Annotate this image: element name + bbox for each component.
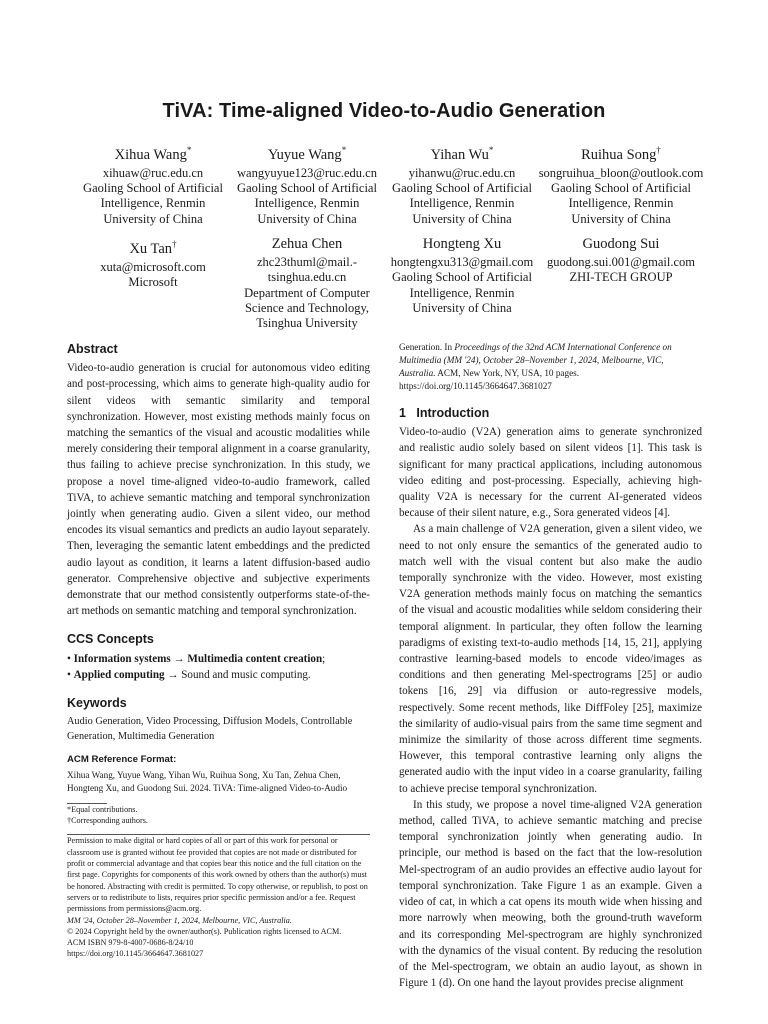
author-email: guodong.sui.001@gmail.com <box>547 255 695 269</box>
author-block <box>227 142 387 227</box>
author-email: yihanwu@ruc.edu.cn <box>408 165 516 180</box>
doi-link[interactable]: https://doi.org/10.1145/3664647.3681027 <box>67 949 204 959</box>
author-name: Zehua Chen <box>271 236 343 252</box>
author-email: hongtengxu313@gmail.com <box>390 255 534 269</box>
permission-text: Permission to make digital or hard copies of all or part of this work for personal or classroom use is granted without fee provided that copies are not made or distributed for profit or commercial advantage and that copies bear this notice and the full citation on the first page. Copyrights for components of this work owned by others than the author(s) must be honored. Abstracting with credit is permitted. To copy otherwise, or republish, to post on servers or to redistribute to lists, requires prior specific permission and/or a fee. Request permissions from permissions@acm.org. <box>67 836 368 914</box>
author-block <box>535 236 707 286</box>
author-email: xuta@microsoft.com <box>100 259 206 274</box>
acm-isbn: ACM ISBN 979-8-4007-0686-8/24/10 <box>67 938 194 948</box>
paper-title: TiVA: Time-aligned Video-to-Audio Generation <box>162 100 606 122</box>
author-affiliation: Gaoling School of Artificial <box>551 181 691 196</box>
keywords-text: Audio Generation, Video Processing, Diffusion Models, Controllable Generation, Multimedia Generation <box>67 716 353 743</box>
author-name: Ruihua Song† <box>581 145 661 163</box>
author-email: wangyuyue123@ruc.edu.cn <box>237 165 377 180</box>
author-email: songruihua_bloon@outlook.com <box>538 165 704 180</box>
author-affiliation: Tsinghua University <box>256 316 358 331</box>
author-affiliation: Intelligence, Renmin <box>409 285 515 300</box>
author-affiliation: Science and Technology, <box>244 300 370 315</box>
abstract-text: Video-to-audio generation is crucial for autonomous video editing and post-processing, which aims to generate high-quality audio for silent videos with semantic similarity and temporal synchronization. However, most existing methods mainly focus on matching the semantics of the visual and acoustic modalities while merely considering their temporal alignment in a coarse granularity, thus failing to achieve precise synchronization. In this study, we propose a novel time-aligned video-to-audio framework, called TiVA, to achieve semantic matching and temporal synchronization jointly when generating audio. Given a silent video, our method encodes its visual semantics and predicts an audio layout separately. Then, leveraging the semantic latent embeddings and the predicted audio layout as condition, it learns a latent diffusion-based audio generator. Comprehensive objective and subjective experiments demonstrate that our method consistently outperforms state-of-the-art methods on semantic matching and temporal synchronization. <box>67 362 370 618</box>
author-affiliation: Intelligence, Renmin <box>254 196 360 211</box>
author-name: Yuyue Wang* <box>267 145 347 163</box>
author-affiliation: Gaoling School of Artificial <box>237 181 377 196</box>
author-affiliation: University of China <box>412 211 512 226</box>
author-affiliation: Intelligence, Renmin <box>568 196 674 211</box>
author-block <box>73 142 233 227</box>
author-name: Hongteng Xu <box>422 236 502 252</box>
author-affiliation: Microsoft <box>128 275 178 290</box>
footnote-corresponding: †Corresponding authors. <box>67 816 148 826</box>
keywords-heading: Keywords <box>67 696 127 711</box>
author-block <box>73 236 233 290</box>
abstract-heading: Abstract <box>67 342 118 356</box>
author-affiliation: University of China <box>571 211 671 226</box>
left-column <box>67 341 370 960</box>
author-email-continued: tsinghua.edu.cn <box>267 270 347 285</box>
author-email: zhc23thuml@mail.- <box>256 255 358 269</box>
author-block <box>227 236 387 331</box>
intro-paragraph-3: In this study, we propose a novel time-aligned V2A generation method, called TiVA, to achieve semantic matching and precise temporal synchronization jointly when generating audio. In principle, our method is based on the fact that the low-resolution Mel-spectrogram of an audio provides an effective audio layout for temporal synchronization. Take Figure 1 as an example. Given a video of cat, in which a cat opens its mouth wide when hissing and more narrowly when meowing, both the ground-truth waveform and its corresponding Mel-spectrogram are highly synchronized with the dynamics of the visual content. By reducing the resolution of the Mel-spectrogram, we obtain an audio layout, as shown in Figure 1 (d). On one hand the layout provides precise alignment <box>399 798 702 990</box>
intro-paragraph-1: Video-to-audio (V2A) generation aims to generate synchronized and realistic audio solely based on silent videos [1]. This task is significant for many practical applications, including autonomous video editing and post-processing. Especially, achieving high-quality V2A is necessary for the current AI-generated videos because of their silent nature, e.g., Sora generated videos [4]. <box>399 426 702 520</box>
author-name: Guodong Sui <box>582 236 660 252</box>
permission-venue: MM '24, October 28–November 1, 2024, Melbourne, VIC, Australia. <box>67 915 292 925</box>
author-name: Xu Tan† <box>129 239 177 257</box>
author-name: Yihan Wu* <box>430 145 494 163</box>
copyright-notice: © 2024 Copyright held by the owner/author(s). Publication rights licensed to ACM. <box>67 926 342 936</box>
introduction-heading: 1 Introduction <box>399 406 490 420</box>
author-affiliation: University of China <box>257 211 357 226</box>
author-affiliation: Gaoling School of Artificial <box>83 181 223 196</box>
author-affiliation: Department of Computer <box>244 285 370 300</box>
author-affiliation: University of China <box>103 211 203 226</box>
acm-reference-continued: Generation. In Proceedings of the 32nd ACM International Conference on Multimedia (MM '24), October 28–November 1, 2024, Melbourne, VIC, Australia. ACM, New York, NY, USA, 10 pages. https://doi.org/10.1145/3664647.3681027 <box>399 342 672 391</box>
author-block <box>535 142 707 227</box>
ccs-heading: CCS Concepts <box>67 632 154 647</box>
author-name: Xihua Wang* <box>114 145 192 163</box>
author-block <box>382 236 542 316</box>
author-affiliation: ZHI-TECH GROUP <box>569 270 673 285</box>
author-email: xihuaw@ruc.edu.cn <box>102 165 204 180</box>
author-block <box>382 142 542 227</box>
ccs-text: • Information systems → Multimedia content creation; • Applied computing → Sound and music computing. <box>67 652 326 681</box>
author-affiliation: Intelligence, Renmin <box>100 196 206 211</box>
author-affiliation: University of China <box>412 300 512 315</box>
footnote-equal-contribution: *Equal contributions. <box>67 805 138 815</box>
acm-reference-heading: ACM Reference Format: <box>67 754 177 766</box>
intro-paragraph-2: As a main challenge of V2A generation, given a silent video, we need to not only ensure the semantics of the generated audio to match well with the visual content but also make the audio temporally synchronize with the video. However, most existing V2A generation methods mainly focus on matching the semantics of the visual and acoustic modalities while seldom considering their temporal alignment. In particular, they often follow the learning paradigms of existing text-to-audio methods [14, 15, 21], applying contrastive learning-based models to encode video/images as conditions and then generating Mel-spectrograms [25] or audio tokens [16, 29] via diffusion or auto-regressive models, respectively. Some recent methods, like DiffFoley [25], maximize the similarity of audio-visual pairs from the same time segment and minimize the similarity of those across different time segments. However, this temporal contrastive learning only aligns the generated audio with the input video in a coarse granularity, failing to achieve precise temporal synchronization. <box>399 523 702 795</box>
author-affiliation: Gaoling School of Artificial <box>392 181 532 196</box>
acm-reference-text: Xihua Wang, Yuyue Wang, Yihan Wu, Ruihua Song, Xu Tan, Zehua Chen, Hongteng Xu, and Guodong Sui. 2024. TiVA: Time-aligned Video-to-Audio <box>67 770 348 794</box>
author-affiliation: Intelligence, Renmin <box>409 196 515 211</box>
right-column <box>399 341 702 991</box>
author-affiliation: Gaoling School of Artificial <box>392 270 532 285</box>
